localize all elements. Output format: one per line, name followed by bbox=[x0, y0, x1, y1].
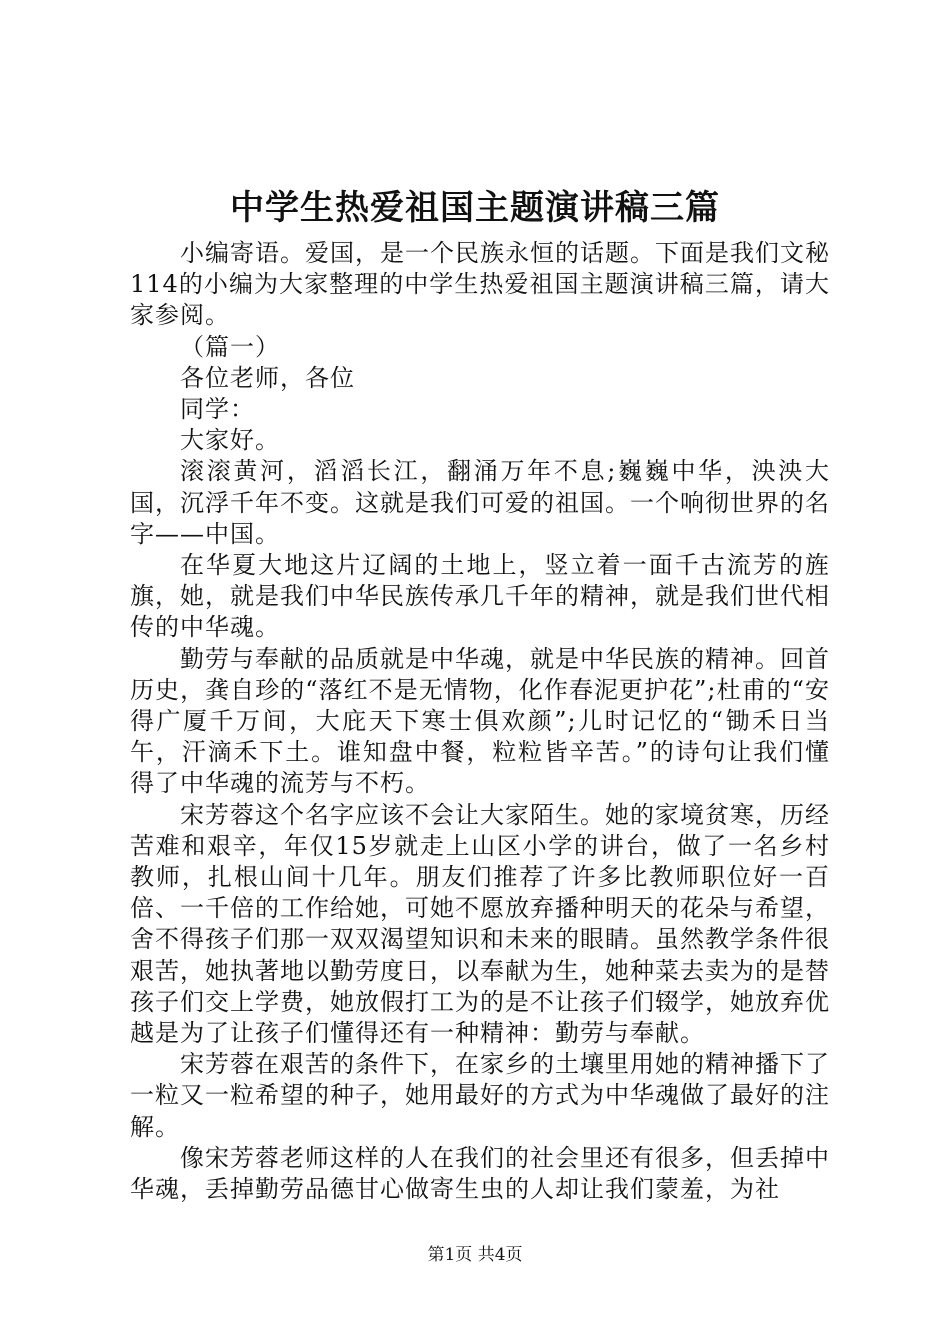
paragraph-salutation-cont: 同学： bbox=[180, 395, 255, 424]
document-title: 中学生热爱祖国主题演讲稿三篇 bbox=[230, 188, 720, 228]
paragraph-salutation: 各位老师，各位 bbox=[180, 363, 355, 392]
paragraph-body: 宋芳蓉在艰苦的条件下，在家乡的土壤里用她的精神播下了一粒又一粒希望的种子，她用最好的方式为中华魂做了最好的注解。 bbox=[130, 1050, 830, 1141]
paragraph-greeting: 大家好。 bbox=[180, 426, 280, 455]
paragraph-body: 滚滚黄河，滔滔长江，翻涌万年不息;巍巍中华，泱泱大国，沉浮千年不变。这就是我们可爱的祖国。一个响彻世界的名字——中国。 bbox=[130, 457, 830, 548]
paragraph-body: 宋芳蓉这个名字应该不会让大家陌生。她的家境贫寒，历经苦难和艰辛，年仅15岁就走上山区小学的讲台，做了一名乡村教师，扎根山间十几年。朋友们推荐了许多比教师职位好一百倍、一千倍的工作给她，可她不愿放弃播种明天的花朵与希望，舍不得孩子们那一双双渴望知识和未来的眼睛。虽然教学条件很艰苦，她执著地以勤劳度日，以奉献为生，她种菜去卖为的是替孩子们交上学费，她放假打工为的是不让孩子们辍学，她放弃优越是为了让孩子们懂得还有一种精神：勤劳与奉献。 bbox=[130, 800, 830, 1048]
document-body bbox=[130, 238, 830, 1205]
paragraph-section-heading: （篇一） bbox=[180, 332, 280, 361]
paragraph-intro: 小编寄语。爱国，是一个民族永恒的话题。下面是我们文秘114的小编为大家整理的中学生热爱祖国主题演讲稿三篇，请大家参阅。 bbox=[130, 239, 830, 330]
page-footer: 第1页 共4页 bbox=[427, 1245, 523, 1265]
paragraph-body: 像宋芳蓉老师这样的人在我们的社会里还有很多，但丢掉中华魂，丢掉勤劳品德甘心做寄生虫的人却让我们蒙羞，为社 bbox=[130, 1143, 830, 1204]
paragraph-body: 在华夏大地这片辽阔的土地上，竖立着一面千古流芳的旌旗，她，就是我们中华民族传承几千年的精神，就是我们世代相传的中华魂。 bbox=[130, 551, 830, 642]
paragraph-body: 勤劳与奉献的品质就是中华魂，就是中华民族的精神。回首历史，龚自珍的“落红不是无情物，化作春泥更护花”;杜甫的“安得广厦千万间，大庇天下寒士俱欢颜”;儿时记忆的“锄禾日当午，汗滴禾下土。谁知盘中餐，粒粒皆辛苦。”的诗句让我们懂得了中华魂的流芳与不朽。 bbox=[130, 644, 830, 798]
